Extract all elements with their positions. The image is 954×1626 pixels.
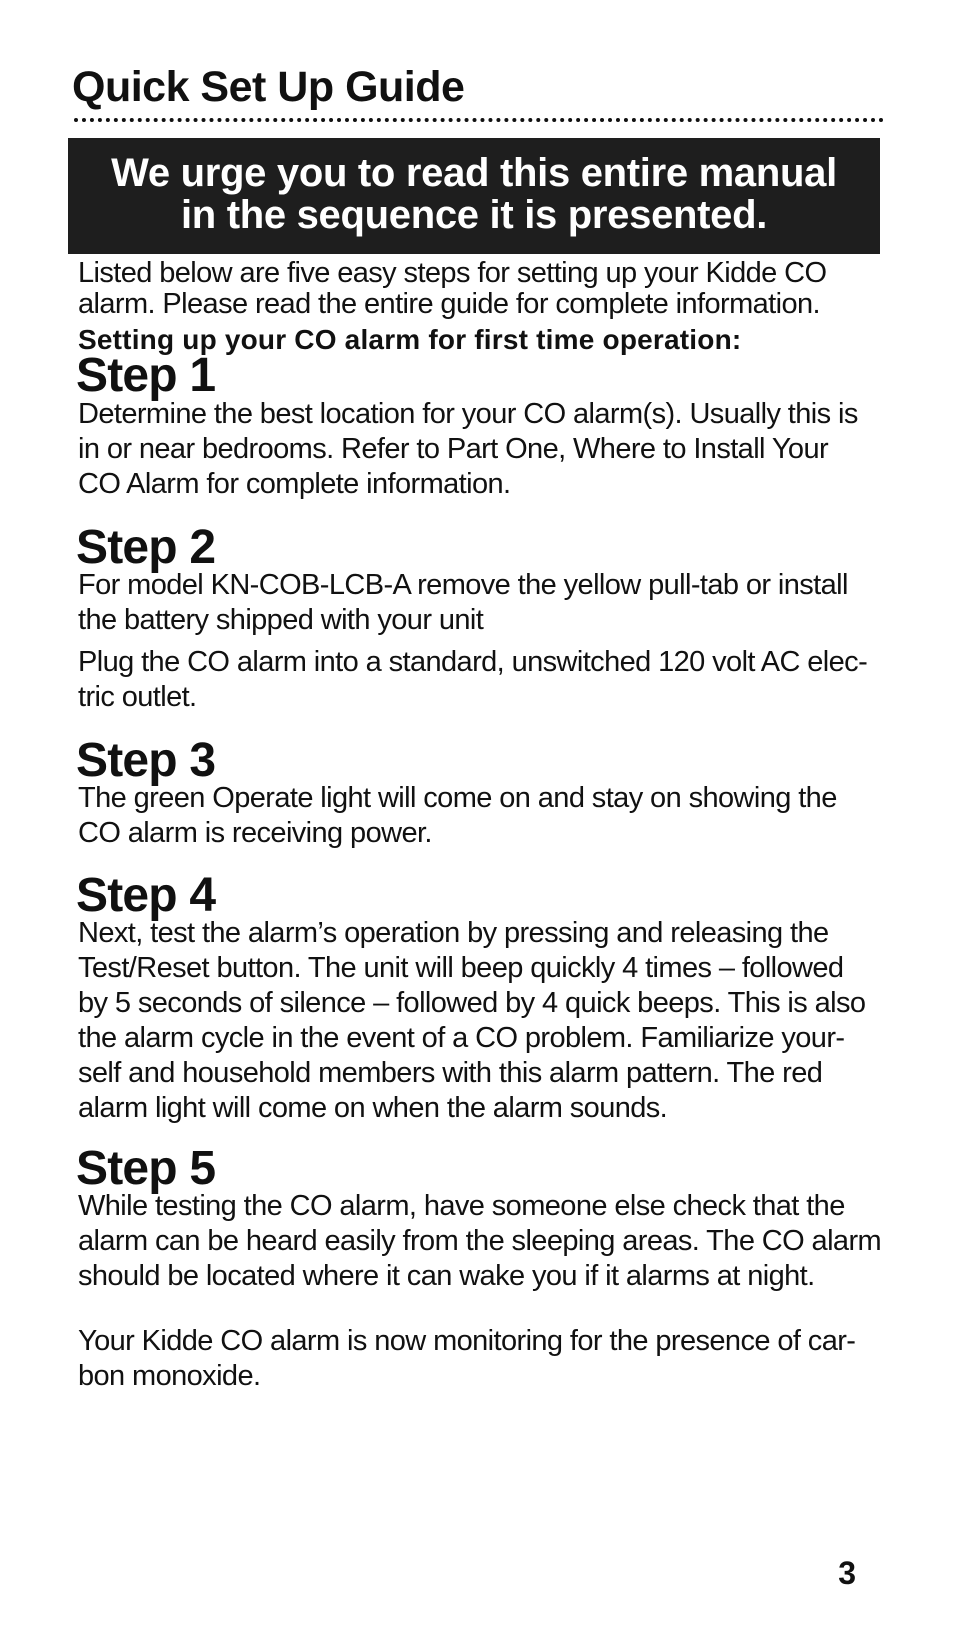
- warning-banner: [68, 138, 880, 254]
- closing-line-2: bon monoxide.: [78, 1360, 261, 1392]
- step-2-line-1: For model KN-COB-LCB-A remove the yellow pull-tab or install: [78, 569, 848, 601]
- page-number: 3: [838, 1555, 856, 1591]
- step-1-text: [78, 397, 888, 502]
- step-2-heading: Step 2: [76, 521, 216, 574]
- closing-paragraph: [78, 1324, 888, 1394]
- intro-line-1: Listed below are five easy steps for setting up your Kidde CO: [78, 257, 827, 289]
- step-4-heading: Step 4: [76, 869, 216, 922]
- banner-line-1: We urge you to read this entire manual: [111, 151, 837, 195]
- step-4-text: [78, 916, 888, 1126]
- step-2-extra-line-2: tric outlet.: [78, 681, 197, 713]
- closing-line-1: Your Kidde CO alarm is now monitoring for the presence of car-: [78, 1325, 856, 1357]
- guide-title: Quick Set Up Guide: [72, 63, 465, 111]
- step-4-line-3: by 5 seconds of silence – followed by 4 quick beeps. This is also: [78, 987, 866, 1019]
- step-1-heading: Step 1: [76, 349, 216, 402]
- step-5-heading: Step 5: [76, 1142, 216, 1195]
- step-3-heading: Step 3: [76, 734, 216, 787]
- step-1-line-2: in or near bedrooms. Refer to Part One, Where to Install Your: [78, 433, 829, 465]
- step-5-line-2: alarm can be heard easily from the sleeping areas. The CO alarm: [78, 1225, 882, 1257]
- banner-line-2: in the sequence it is presented.: [180, 193, 768, 237]
- step-4-line-2: Test/Reset button. The unit will beep quickly 4 times – followed: [78, 952, 844, 984]
- step-3-text: [78, 781, 888, 851]
- step-5-text: [78, 1189, 888, 1294]
- step-3-line-1: The green Operate light will come on and stay on showing the: [78, 782, 837, 814]
- step-4-line-5: self and household members with this alarm pattern. The red: [78, 1057, 823, 1089]
- step-2-text: [78, 568, 888, 638]
- step-5-line-1: While testing the CO alarm, have someone else check that the: [78, 1190, 845, 1222]
- step-4-line-4: the alarm cycle in the event of a CO problem. Familiarize your-: [78, 1022, 845, 1054]
- step-4-line-6: alarm light will come on when the alarm sounds.: [78, 1092, 668, 1124]
- step-2-extra-line-1: Plug the CO alarm into a standard, unswitched 120 volt AC elec-: [78, 646, 868, 678]
- step-1-line-3: CO Alarm for complete information.: [78, 468, 511, 500]
- step-4-line-1: Next, test the alarm’s operation by pressing and releasing the: [78, 917, 829, 949]
- step-1-line-1: Determine the best location for your CO alarm(s). Usually this is: [78, 398, 858, 430]
- intro-line-2: alarm. Please read the entire guide for complete information.: [78, 288, 820, 320]
- step-2-line-2: the battery shipped with your unit: [78, 604, 484, 636]
- step-3-line-2: CO alarm is receiving power.: [78, 817, 432, 849]
- setup-heading: Setting up your CO alarm for first time operation:: [78, 324, 742, 355]
- step-2-extra-text: [78, 645, 888, 715]
- dotted-divider: [74, 118, 884, 122]
- step-5-line-3: should be located where it can wake you if it alarms at night.: [78, 1260, 815, 1292]
- intro-paragraph: [78, 258, 888, 320]
